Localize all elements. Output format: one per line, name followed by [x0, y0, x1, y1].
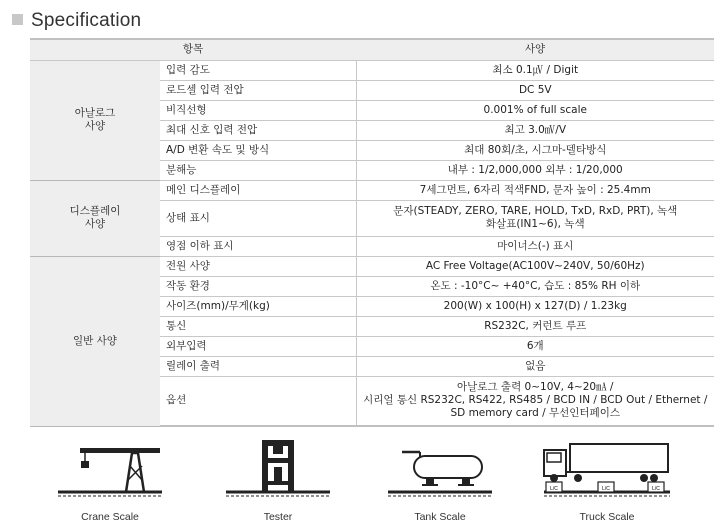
spec-item: 메인 디스플레이 — [160, 180, 356, 200]
spec-value: DC 5V — [356, 80, 714, 100]
table-row — [30, 180, 714, 200]
spec-item: 작동 환경 — [160, 276, 356, 296]
spec-item: 영점 이하 표시 — [160, 236, 356, 256]
spec-value: 6개 — [356, 336, 714, 356]
spec-value: 내부 : 1/2,000,000 외부 : 1/20,000 — [356, 160, 714, 180]
loadcell-label-2: L/C — [602, 486, 610, 492]
crane-scale-label: Crane Scale — [81, 511, 139, 523]
spec-item: 입력 감도 — [160, 60, 356, 80]
loadcell-label-3: L/C — [652, 486, 660, 492]
table-row — [30, 60, 714, 80]
table-row — [30, 256, 714, 276]
spec-value: 아날로그 출력 0~10V, 4~20㎃ / 시리얼 통신 RS232C, RS422, RS485 / BCD IN / BCD Out / Ethernet / SD memory card / 무선인터페이스 — [356, 376, 714, 426]
page-title: Specification — [31, 10, 142, 31]
spec-value: 마이너스(-) 표시 — [356, 236, 714, 256]
spec-item: 최대 신호 입력 전압 — [160, 120, 356, 140]
spec-value: 최고 3.0㎷/V — [356, 120, 714, 140]
crane-icon — [50, 434, 170, 506]
spec-table — [30, 38, 714, 427]
spec-value: AC Free Voltage(AC100V~240V, 50/60Hz) — [356, 256, 714, 276]
tester-card — [218, 432, 338, 526]
spec-item: 통신 — [160, 316, 356, 336]
crane-scale-card — [50, 432, 170, 526]
spec-value: 최대 80회/초, 시그마-델타방식 — [356, 140, 714, 160]
header-item: 항목 — [30, 39, 356, 60]
spec-item: 릴레이 출력 — [160, 356, 356, 376]
truck-scale-label: Truck Scale — [579, 511, 635, 523]
spec-item: 로드셀 입력 전압 — [160, 80, 356, 100]
spec-item: 전원 사양 — [160, 256, 356, 276]
tank-scale-card — [380, 432, 500, 526]
group-label: 디스플레이 사양 — [30, 180, 160, 256]
spec-value: 문자(STEADY, ZERO, TARE, HOLD, TxD, RxD, PRT), 녹색 화살표(IN1~6), 녹색 — [356, 200, 714, 236]
spec-item: 비직선형 — [160, 100, 356, 120]
spec-table-body — [30, 60, 714, 426]
spec-item: A/D 변환 속도 및 방식 — [160, 140, 356, 160]
spec-item: 사이즈(mm)/무게(kg) — [160, 296, 356, 316]
spec-value: 없음 — [356, 356, 714, 376]
header-spec: 사양 — [356, 39, 714, 60]
spec-value: 최소 0.1㎶ / Digit — [356, 60, 714, 80]
loadcell-label-1: L/C — [550, 486, 558, 492]
tank-scale-label: Tank Scale — [414, 511, 466, 523]
tester-label: Tester — [263, 511, 293, 523]
truck-icon — [542, 434, 672, 506]
application-icons — [0, 432, 727, 526]
spec-item: 분해능 — [160, 160, 356, 180]
spec-value: RS232C, 커런트 루프 — [356, 316, 714, 336]
spec-value: 온도 : -10°C~ +40°C, 습도 : 85% RH 이하 — [356, 276, 714, 296]
table-header-row — [30, 39, 714, 60]
spec-item: 외부입력 — [160, 336, 356, 356]
page-title-wrap — [12, 8, 141, 34]
tester-icon — [218, 434, 338, 506]
spec-value: 200(W) x 100(H) x 127(D) / 1.23kg — [356, 296, 714, 316]
tank-icon — [380, 434, 500, 506]
spec-item: 상태 표시 — [160, 200, 356, 236]
spec-value: 7세그먼트, 6자리 적색FND, 문자 높이 : 25.4mm — [356, 180, 714, 200]
group-label: 일반 사양 — [30, 256, 160, 426]
title-bullet — [12, 14, 23, 25]
group-label: 아날로그 사양 — [30, 60, 160, 180]
truck-scale-card — [542, 432, 672, 526]
spec-item: 옵션 — [160, 376, 356, 426]
spec-value: 0.001% of full scale — [356, 100, 714, 120]
